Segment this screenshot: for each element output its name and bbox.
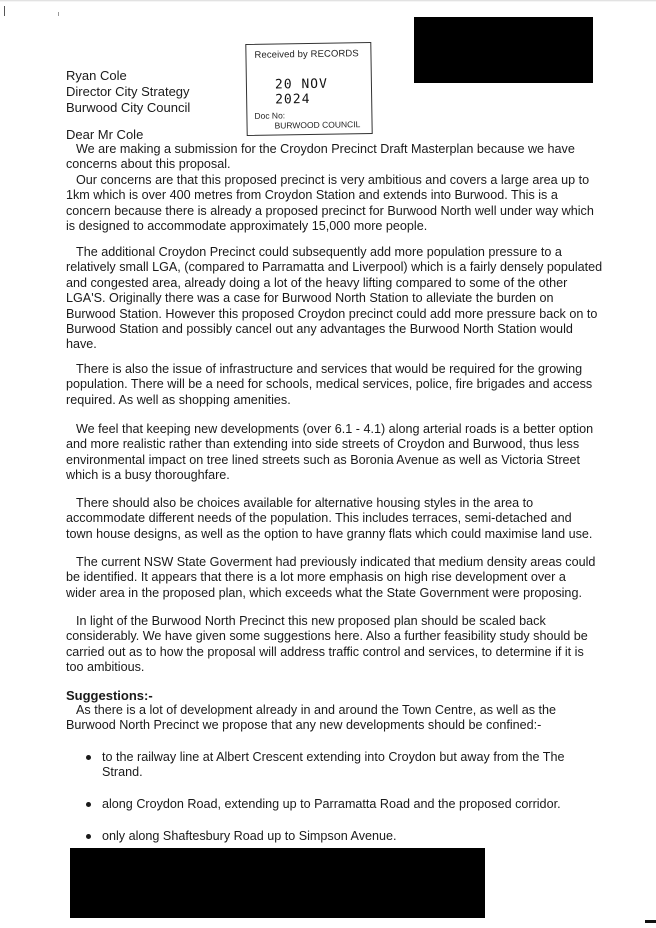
- paragraph-line: As there is a lot of development already in and around the Town Centre, as well as the: [76, 703, 557, 717]
- redaction-block-bottom: [70, 848, 485, 918]
- paragraph-line: 1km which is over 400 metres from Croydon Station and extends into Burwood. This is a: [66, 188, 558, 203]
- paragraph-line: In light of the Burwood North Precinct this new proposed plan should be scaled back: [76, 614, 546, 628]
- body-paragraph: [66, 142, 638, 173]
- suggestion-line: along Croydon Road, extending up to Parramatta Road and the proposed corridor.: [102, 797, 561, 811]
- scan-edge: [0, 0, 656, 2]
- paragraph-line: considerably. We have given some suggestions here. Also a further feasibility study should be: [66, 629, 588, 644]
- suggestion-text: [102, 750, 622, 781]
- received-stamp: [245, 42, 372, 136]
- paragraph-line: population. There will be a need for schools, medical services, police, fire brigades and access: [66, 377, 593, 392]
- salutation: Dear Mr Cole: [66, 127, 144, 142]
- recipient-name: Ryan Cole: [66, 68, 127, 83]
- stamp-doc-no-label: Doc No:: [254, 110, 286, 121]
- paragraph-line: We feel that keeping new developments (over 6.1 - 4.1) along arterial roads is a better option: [76, 422, 594, 436]
- paragraph-line: required. As well as shopping amenities.: [66, 392, 291, 407]
- paragraph-line: The current NSW State Goverment had previously indicated that medium density areas could: [76, 555, 596, 569]
- recipient-org: Burwood City Council: [66, 100, 191, 115]
- paragraph-line: town house designs, as well as the option to have granny flats which could maximise land use.: [66, 526, 593, 541]
- suggestions-heading: Suggestions:-: [66, 688, 153, 703]
- suggestion-line: Strand.: [102, 765, 143, 780]
- recipient-role: Director City Strategy: [66, 84, 190, 99]
- paragraph-line: We are making a submission for the Croydon Precinct Draft Masterplan because we have: [76, 142, 575, 156]
- paragraph-line: accommodate different needs of the population. This includes terraces, semi-detached and: [66, 511, 572, 526]
- stamp-title: Received by RECORDS: [254, 48, 359, 61]
- body-paragraph: [66, 496, 638, 542]
- body-paragraph: [66, 173, 638, 235]
- paragraph-line: which is a busy thoroughfare.: [66, 468, 230, 483]
- paragraph-line: too ambitious.: [66, 660, 145, 675]
- bullet-icon: [86, 755, 91, 760]
- paragraph-line: is designed to accommodate approximately 15,000 more people.: [66, 219, 428, 234]
- paragraph-line: There should also be choices available for alternative housing styles in the area to: [76, 496, 534, 510]
- suggestion-text: [102, 797, 622, 812]
- body-paragraph: [66, 245, 638, 353]
- scan-mark: [645, 920, 656, 923]
- paragraph-line: environmental impact on tree lined streets such as Boronia Avenue as well as Victoria Street: [66, 452, 581, 467]
- suggestions-intro: [66, 703, 638, 734]
- paragraph-line: relatively small LGA, (compared to Parramatta and Liverpool) which is a fairly densely populated: [66, 260, 603, 275]
- paragraph-line: and congested area, already doing a lot of the heavy lifting compared to some of the other: [66, 275, 568, 290]
- paragraph-line: Our concerns are that this proposed precinct is very ambitious and covers a large area up to: [76, 173, 590, 187]
- paragraph-line: concerns about this proposal.: [66, 157, 231, 172]
- suggestion-text: [102, 829, 622, 844]
- bullet-icon: [86, 802, 91, 807]
- paragraph-line: The additional Croydon Precinct could subsequently add more population pressure to a: [76, 245, 562, 259]
- body-paragraph: [66, 422, 638, 484]
- paragraph-line: Burwood North Precinct we propose that any new developments should be confined:-: [66, 718, 542, 733]
- paragraph-line: and more realistic rather than extending into side streets of Croydon and Burwood, thus less: [66, 437, 580, 452]
- scan-mark: [4, 6, 5, 16]
- stamp-council: BURWOOD COUNCIL: [274, 119, 361, 131]
- suggestion-line: only along Shaftesbury Road up to Simpson Avenue.: [102, 829, 397, 843]
- paragraph-line: be identified. It appears that there is a lot more emphasis on high rise development over a: [66, 570, 566, 585]
- paragraph-line: Burwood Station and possibly cancel out any advantages the Burwood North Station would: [66, 322, 573, 337]
- paragraph-line: concern because there is already a proposed precinct for Burwood North well under way which: [66, 203, 594, 218]
- paragraph-line: have.: [66, 337, 97, 352]
- paragraph-line: carried out as to how the proposal will address traffic control and services, to determine if it is: [66, 644, 584, 659]
- scan-mark: [58, 12, 59, 16]
- recipient-address: [66, 68, 190, 116]
- paragraph-line: Burwood Station. However this proposed Croydon precinct could add more pressure back on to: [66, 306, 598, 321]
- body-paragraph: [66, 555, 638, 601]
- redaction-block-top: [414, 17, 593, 83]
- suggestion-line: to the railway line at Albert Crescent extending into Croydon but away from the The: [102, 750, 565, 764]
- body-paragraph: [66, 614, 638, 676]
- paragraph-line: LGA'S. Originally there was a case for Burwood North Station to alleviate the burden on: [66, 291, 554, 306]
- stamp-date: 20 NOV 2024: [274, 76, 329, 108]
- body-paragraph: [66, 362, 638, 408]
- bullet-icon: [86, 834, 91, 839]
- paragraph-line: wider area in the proposed plan, which exceeds what the State Government were proposing.: [66, 585, 582, 600]
- paragraph-line: There is also the issue of infrastructure and services that would be required for the growing: [76, 362, 583, 376]
